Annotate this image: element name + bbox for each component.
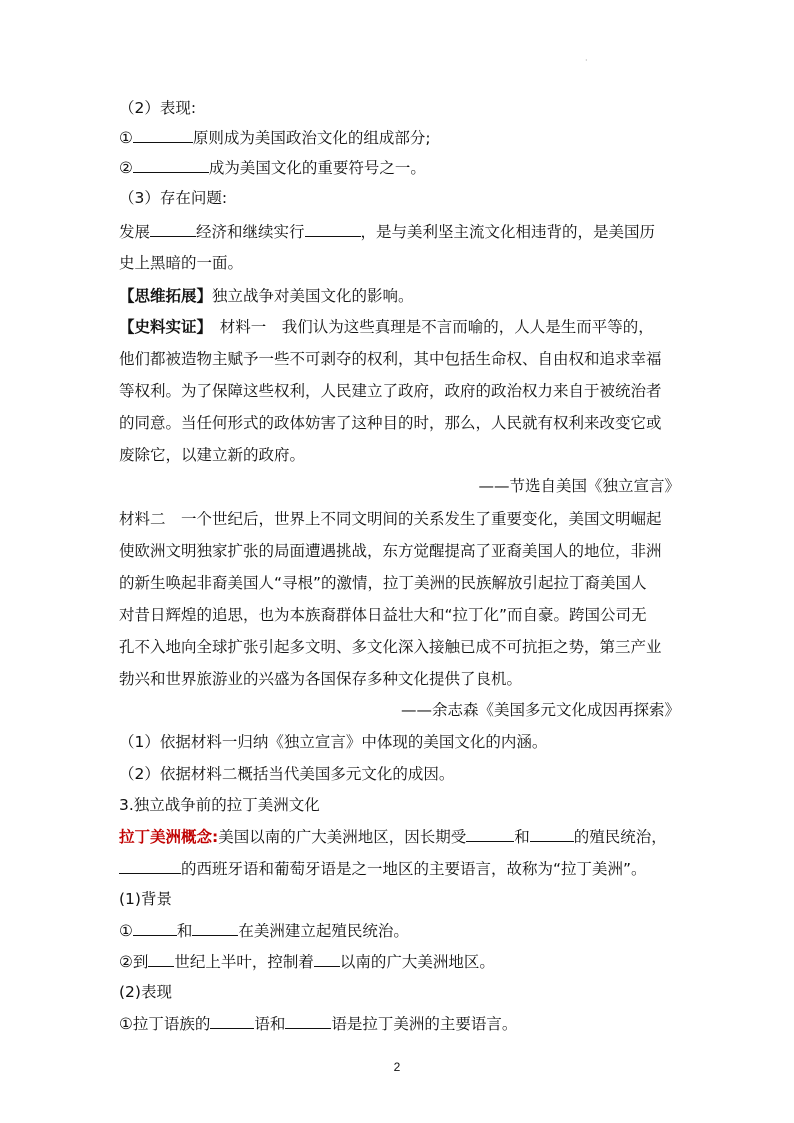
material-2-line-4: 对昔日辉煌的追思，也为本族裔群体日益壮大和“拉丁化”而自豪。跨国公司无 xyxy=(119,606,647,624)
latam-concept-line-1: 拉丁美洲概念:美国以南的广大美洲地区，因长期受 和 的殖民统治， xyxy=(119,828,667,846)
fill-blank[interactable] xyxy=(192,920,238,936)
background-title: (1)背景 xyxy=(119,890,172,908)
material-2-line-5: 孔不入地向全球扩张引起多文明、多文化深入接触已成不可抗拒之势，第三产业 xyxy=(119,638,662,656)
fill-blank[interactable] xyxy=(210,1013,254,1029)
latam-concept-line-2: 的西班牙语和葡萄牙语是之一地区的主要语言，故称为“拉丁美洲”。 xyxy=(119,858,680,879)
show-title: (2)表现 xyxy=(119,983,172,1001)
material-2-source: ——余志森《美国多元文化成因再探索》 xyxy=(400,701,680,719)
latam-concept-label: 拉丁美洲概念: xyxy=(119,828,219,846)
question-2: （2）依据材料二概括当代美国多元文化的成因。 xyxy=(119,765,455,783)
material-1-line-2: 他们都被造物主赋予一些不可剥夺的权利，其中包括生命权、自由权和追求幸福 xyxy=(119,350,662,368)
material-1-line-3: 等权利。为了保障这些权利，人民建立了政府，政府的政治权力来自于被统治者 xyxy=(119,382,662,400)
history-label: 【史料实证】 xyxy=(119,318,205,336)
section-3-heading: 3.独立战争前的拉丁美洲文化 xyxy=(119,796,320,814)
material-1-line-5: 废除它，以建立新的政府。 xyxy=(119,446,306,464)
material-1-source: ——节选自美国《独立宣言》 xyxy=(478,477,680,495)
material-2-line-3: 的新生唤起非裔美国人“寻根”的激情，拉丁美洲的民族解放引起拉丁裔美国人 xyxy=(119,574,647,592)
material-1-line-4: 的同意。当任何形式的政体妨害了这种目的时，那么，人民就有权利来改变它或 xyxy=(119,414,662,432)
question-1: （1）依据材料一归纳《独立宣言》中体现的美国文化的内涵。 xyxy=(119,733,548,751)
fill-blank[interactable] xyxy=(530,826,574,842)
fill-blank[interactable] xyxy=(133,127,193,143)
fill-blank[interactable] xyxy=(133,920,177,936)
material-1-line-1: 【史料实证】 材料一 我们认为这些真理是不言而喻的，人人是生而平等的， xyxy=(119,318,654,336)
fill-blank[interactable] xyxy=(285,1013,331,1029)
fill-blank[interactable] xyxy=(148,951,174,967)
show-item-1: ①拉丁语族的 语和 语是拉丁美洲的主要语言。 xyxy=(119,1015,518,1033)
page-number: 2 xyxy=(393,1060,401,1074)
section-3-title: （3）存在问题: xyxy=(119,189,228,207)
fill-blank[interactable] xyxy=(466,826,514,842)
fill-blank[interactable] xyxy=(305,221,361,237)
fill-blank[interactable] xyxy=(133,157,209,173)
section-2-item-1: ① 原则成为美国政治文化的组成部分; xyxy=(119,129,431,147)
section-2-item-2: ② 成为美国文化的重要符号之一。 xyxy=(119,159,426,177)
background-item-2: ②到 世纪上半叶，控制着 以南的广大美洲地区。 xyxy=(119,953,495,971)
think-extend: 【思维拓展】独立战争对美国文化的影响。 xyxy=(119,287,414,305)
fill-blank[interactable] xyxy=(119,858,181,874)
section-3-paragraph-line-2: 史上黑暗的一面。 xyxy=(119,254,244,272)
fill-blank[interactable] xyxy=(150,221,196,237)
material-2-line-1: 材料二 一个世纪后，世界上不同文明间的关系发生了重要变化，美国文明崛起 xyxy=(119,510,662,528)
fill-blank[interactable] xyxy=(314,951,340,967)
material-2-line-6: 勃兴和世界旅游业的兴盛为各国保存多种文化提供了良机。 xyxy=(119,670,523,688)
scan-mark: · xyxy=(585,56,588,65)
think-label: 【思维拓展】 xyxy=(119,287,213,305)
section-2-title: （2）表现: xyxy=(119,99,197,117)
section-3-paragraph-line-1: 发展 经济和继续实行 ，是与美利坚主流文化相违背的，是美国历 xyxy=(119,223,656,241)
material-2-line-2: 使欧洲文明独家扩张的局面遭遇挑战，东方觉醒提高了亚裔美国人的地位，非洲 xyxy=(119,542,662,560)
background-item-1: ① 和 在美洲建立起殖民统治。 xyxy=(119,922,409,940)
